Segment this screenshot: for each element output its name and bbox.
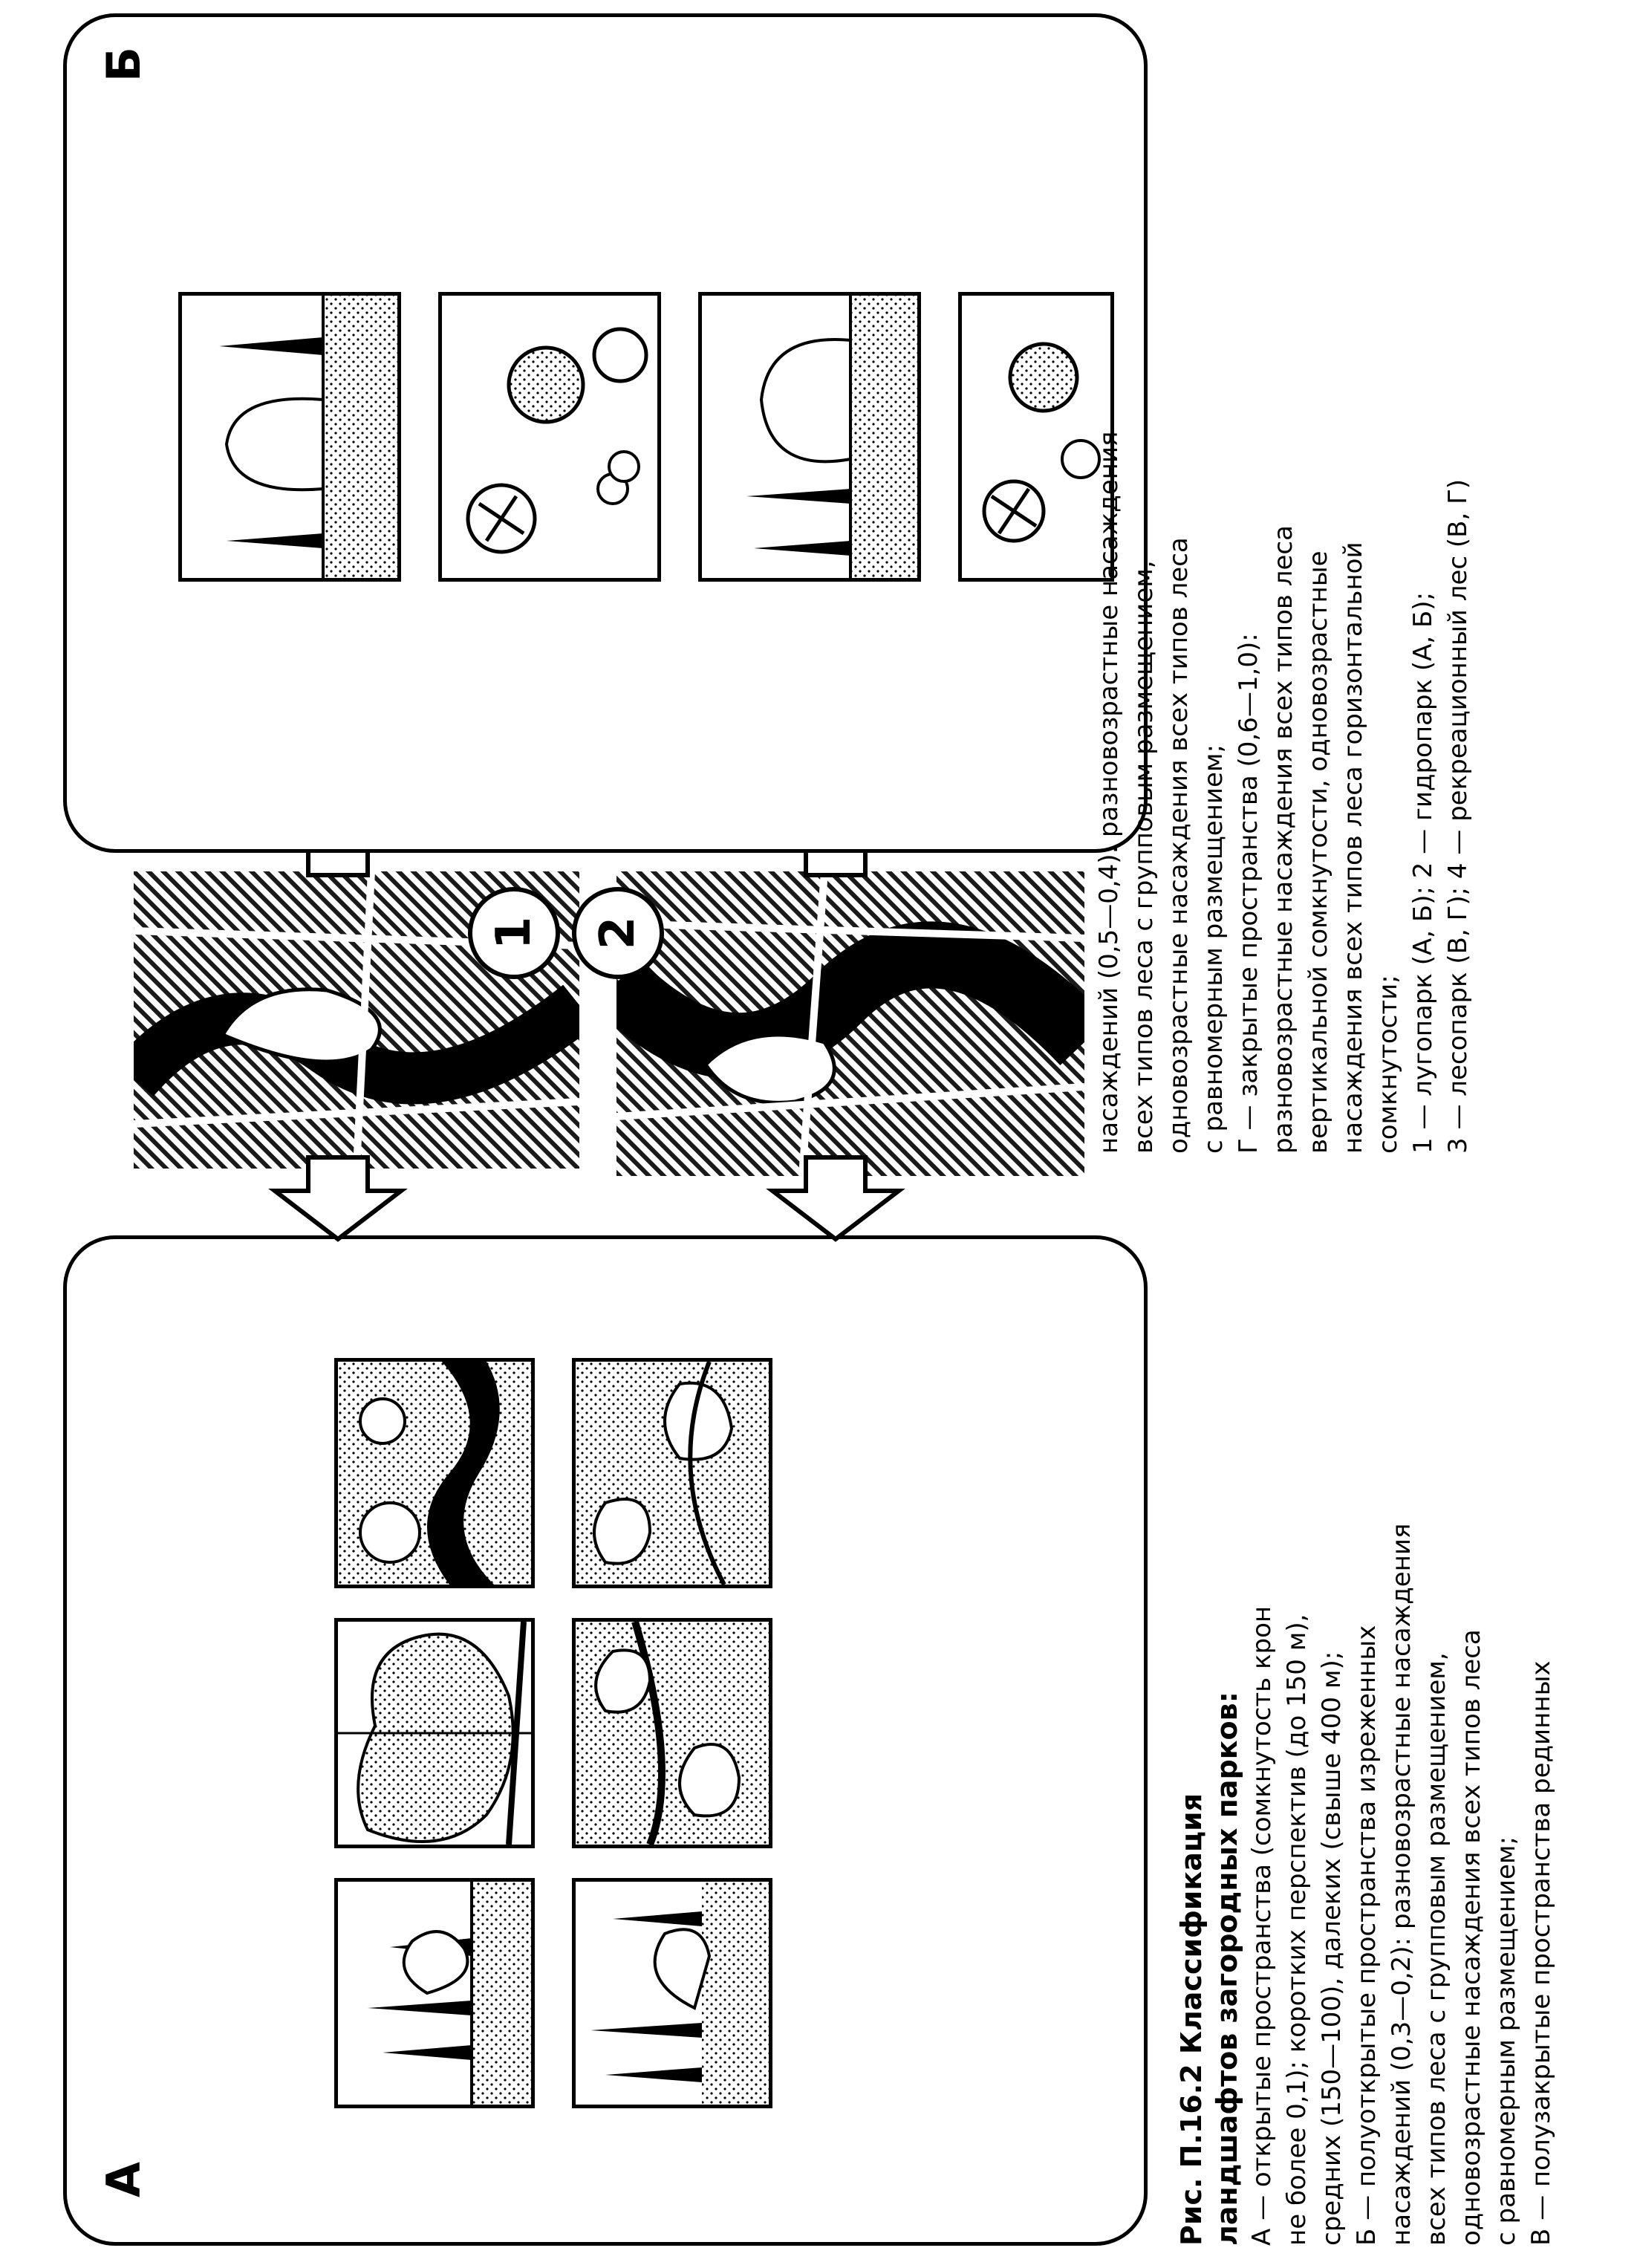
thumb-b-tree-groups xyxy=(438,292,661,582)
caption-line: А — открытые пространства (сомкнутость крон xyxy=(1247,1605,1277,2246)
caption-line: 1 — лугопарк (А, Б); 2 — гидропарк (А, Б); xyxy=(1408,591,1438,1154)
caption-left xyxy=(1174,1221,1559,2246)
caption-line: средних (150—100), далеких (свыше 400 м); xyxy=(1317,1651,1347,2246)
thumb-b-forest-edge xyxy=(698,292,921,582)
thumb-a-open-trees xyxy=(334,1878,535,2108)
panel-b-letter: Б xyxy=(97,47,151,82)
map-gidropark xyxy=(616,871,1084,1176)
caption-line: В — полузакрытые пространства рединных xyxy=(1526,1660,1556,2246)
caption-line: вертикальной сомкнутости, одновозрастные xyxy=(1304,550,1333,1154)
caption-line: Б — полуоткрытые пространства изреженных xyxy=(1352,1625,1382,2246)
circle-number-2: 2 xyxy=(572,887,664,979)
caption-line: одновозрастные насаждения всех типов леса xyxy=(1164,537,1194,1154)
caption-right xyxy=(1092,10,1476,1154)
panel-a xyxy=(63,1235,1148,2246)
caption-line: 3 — лесопарк (В, Г); 4 — рекреационный лес (В, Г) xyxy=(1443,478,1473,1154)
caption-line: Г — закрытые пространства (0,6—1,0): xyxy=(1234,633,1263,1154)
caption-line: насаждений (0,3—0,2): разновозрастные насаждения xyxy=(1387,1523,1416,2246)
caption-line: одновозрастные насаждения всех типов леса xyxy=(1457,1629,1486,2246)
arrow-left-top xyxy=(267,1154,409,1243)
thumb-a-river-view xyxy=(334,1358,535,1588)
arrow-left-bottom xyxy=(765,1154,906,1243)
thumb-b-open-glade xyxy=(178,292,401,582)
caption-line: с равномерным размещением; xyxy=(1491,1836,1521,2246)
caption-line: разновозрастные насаждения всех типов леса xyxy=(1269,525,1298,1154)
circle-number-1: 1 xyxy=(468,887,560,979)
panel-a-letter: А xyxy=(97,2162,151,2197)
caption-line: сомкнутости; xyxy=(1373,975,1403,1154)
thumb-a-groves xyxy=(572,1358,772,1588)
caption-line: насаждения всех типов леса горизонтальной xyxy=(1338,542,1368,1154)
caption-line: насаждений (0,5—0,4): разновозрастные насаждения xyxy=(1094,431,1124,1154)
caption-line: не более 0,1); коротких перспектив (до 150 м), xyxy=(1282,1614,1312,2246)
thumb-a-meadow xyxy=(334,1618,535,1848)
caption-line: с равномерным размещением; xyxy=(1199,744,1229,1154)
thumb-b-scattered-trees xyxy=(958,292,1114,582)
caption-title-line1: Рис. П.16.2 Классификация xyxy=(1175,1793,1208,2246)
thumb-a-meadow-path xyxy=(572,1618,772,1848)
caption-line: всех типов леса с групповым размещением, xyxy=(1422,1652,1451,2246)
caption-line: всех типов леса с групповым размещением, xyxy=(1129,560,1159,1154)
thumb-a-dense-edge xyxy=(572,1878,772,2108)
caption-title-line2: ландшафтов загородных парков: xyxy=(1211,1692,1243,2246)
panel-b xyxy=(63,13,1148,853)
